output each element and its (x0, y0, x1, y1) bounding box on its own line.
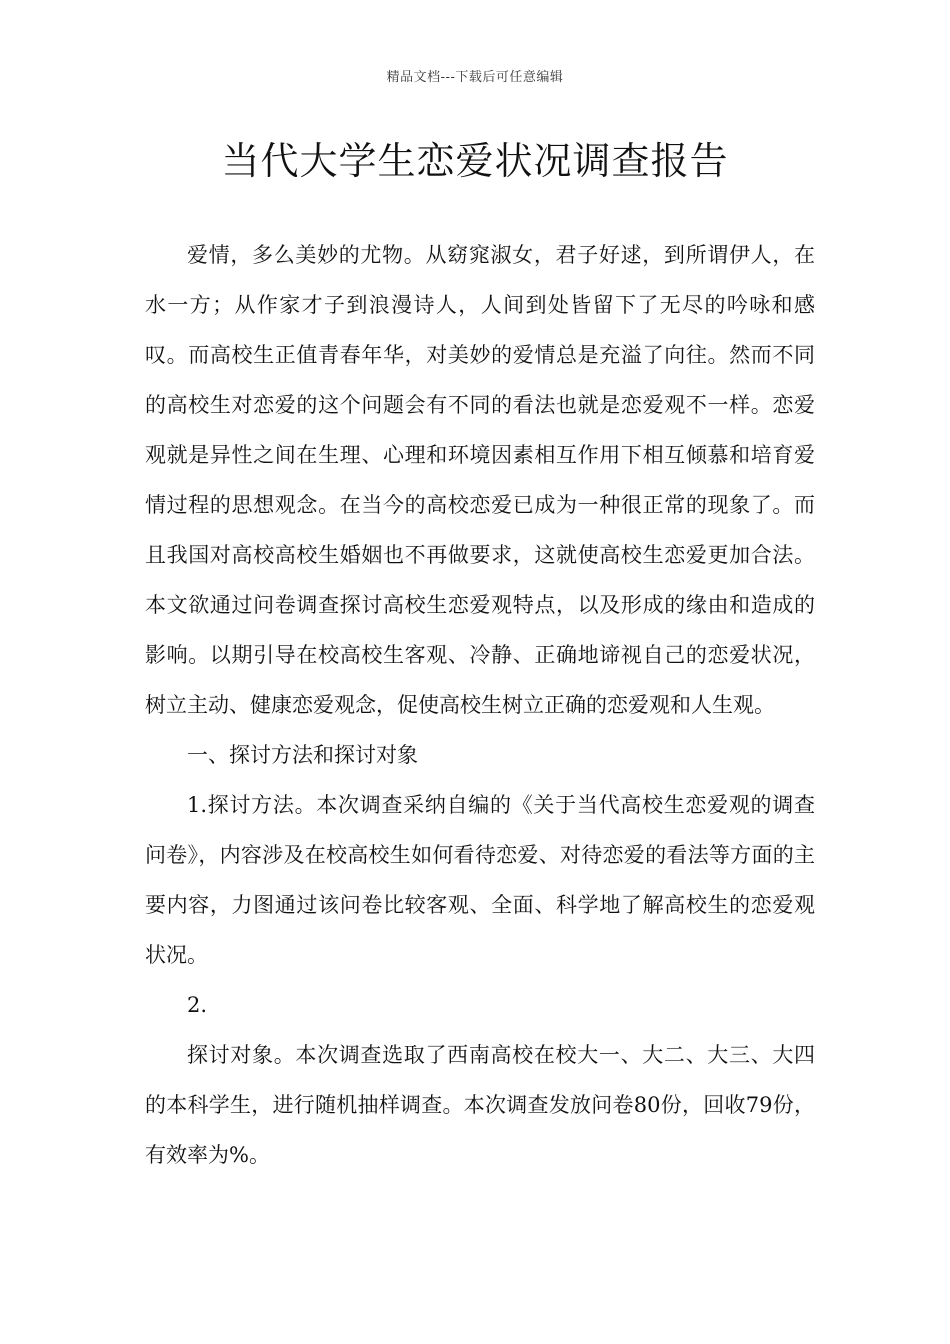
section-heading: 一、探讨方法和探讨对象 (187, 743, 418, 767)
paragraph-method: 1.探讨方法。本次调查采纳自编的《关于当代高校生恋爱观的调查问卷》，内容涉及在校高校生如何看待恋爱、对待恋爱的看法等方面的主要内容，力图通过该问卷比较客观、全面、科学地了解高校生的恋爱观状况。 (145, 793, 815, 967)
document-body (145, 230, 815, 1180)
paragraph-intro: 爱情，多么美妙的尤物。从窈窕淑女，君子好逑，到所谓伊人，在水一方；从作家才子到浪漫诗人，人间到处皆留下了无尽的吟咏和感叹。而高校生正值青春年华，对美妙的爱情总是充溢了向往。然而不同的高校生对恋爱的这个问题会有不同的看法也就是恋爱观不一样。恋爱观就是异性之间在生理、心理和环境因素相互作用下相互倾慕和培育爱情过程的思想观念。在当今的高校恋爱已成为一种很正常的现象了。而且我国对高校高校生婚姻也不再做要求，这就使高校生恋爱更加合法。本文欲通过问卷调查探讨高校生恋爱观特点，以及形成的缘由和造成的影响。以期引导在校高校生客观、冷静、正确地谛视自己的恋爱状况，树立主动、健康恋爱观念，促使高校生树立正确的恋爱观和人生观。 (145, 243, 815, 717)
paragraph-number: 2. (187, 993, 208, 1017)
page-title: 当代大学生恋爱状况调查报告 (221, 139, 729, 183)
paragraph-subject: 探讨对象。本次调查选取了西南高校在校大一、大二、大三、大四的本科学生，进行随机抽样调查。本次调查发放问卷80份，回收79份，有效率为%。 (145, 1043, 815, 1167)
header-note: 精品文档---下载后可任意编辑 (386, 70, 564, 85)
